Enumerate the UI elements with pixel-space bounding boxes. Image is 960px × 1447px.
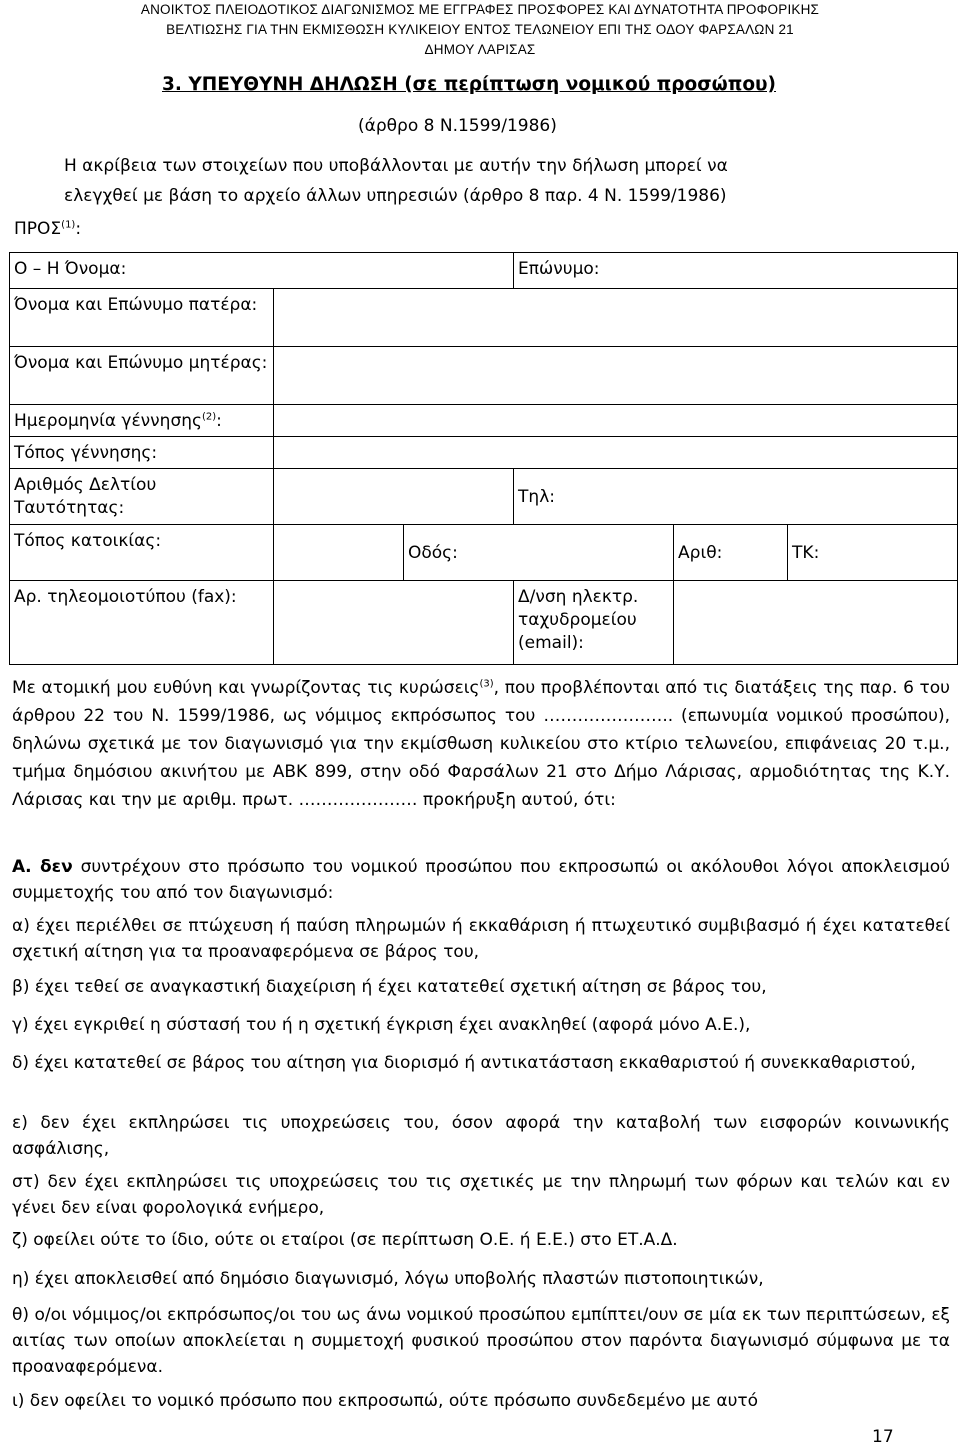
form-zip-cell[interactable] bbox=[788, 525, 958, 581]
item-z: ζ) οφείλει ούτε το ίδιο, ούτε οι εταίροι (σε περίπτωση Ο.Ε. ή Ε.Ε.) στο ΕΤ.Α.Δ. bbox=[12, 1230, 678, 1250]
form-father-label: Όνομα και Επώνυμο πατέρα: bbox=[14, 295, 258, 315]
form-number-label: Αριθ: bbox=[678, 543, 723, 563]
form-email-input[interactable] bbox=[674, 581, 958, 665]
declarant-form bbox=[9, 252, 958, 665]
declaration-text-b: , που προβλέπονται από τις διατάξεις της παρ. 6 του άρθρου 22 του Ν. 1599/1986, ως νόμιμος εκπρόσωπος του ………………….. (επωνυμία νομικού προσώπου), δηλώνω σχετικά με τον διαγωνισμό για την εκμίσθωση κυλικείου στο κτίριο τελωνείου, επιφάνειας 20 τ.μ., τμήμα δημόσιου ακινήτου με ΑΒΚ 899, στην οδό Φαρσάλων 21 στο Δήμο Λάρισας, αρμοδιότητας της Κ.Υ. Λάρισας και την με αριθμ. πρωτ. ………………… προκήρυξη αυτού, ότι: bbox=[12, 678, 951, 810]
form-father-label-cell bbox=[10, 289, 274, 347]
form-email-label-cell bbox=[514, 581, 674, 665]
form-name-cell[interactable] bbox=[10, 253, 514, 289]
declaration-text-a: Με ατομική μου ευθύνη και γνωρίζοντας τις κυρώσεις bbox=[12, 678, 480, 698]
item-e: ε) δεν έχει εκπληρώσει τις υποχρεώσεις του, όσον αφορά την καταβολή των εισφορών κοινωνικής ασφάλισης, bbox=[12, 1113, 950, 1159]
form-fax-label-cell bbox=[10, 581, 274, 665]
form-street-label: Οδός: bbox=[408, 543, 458, 563]
form-mother-label-cell bbox=[10, 347, 274, 405]
item-d: δ) έχει κατατεθεί σε βάρος του αίτηση για διορισμό ή αντικατάσταση εκκαθαριστού ή συνεκκαθαριστού, bbox=[12, 1053, 916, 1073]
form-number-cell[interactable] bbox=[674, 525, 788, 581]
form-fax-input[interactable] bbox=[274, 581, 514, 665]
form-birthdate-footnote: (2) bbox=[201, 411, 217, 423]
section-a-text: συντρέχουν στο πρόσωπο του νομικού προσώπου που εκπροσωπώ οι ακόλουθοι λόγοι αποκλεισμού συμμετοχής του από τον διαγωνισμό: bbox=[12, 857, 950, 903]
intro-line-2: ελεγχθεί με βάση το αρχείο άλλων υπηρεσιών (άρθρο 8 παρ. 4 Ν. 1599/1986) bbox=[64, 186, 727, 206]
form-birthdate-colon: : bbox=[216, 411, 222, 431]
form-residence-input[interactable] bbox=[274, 525, 404, 581]
form-phone-label: Τηλ: bbox=[518, 487, 555, 507]
form-id-label: Αριθμός Δελτίου Ταυτότητας: bbox=[14, 475, 157, 518]
header-line-3: ΔΗΜΟΥ ΛΑΡΙΣΑΣ bbox=[424, 42, 536, 57]
form-birthdate-label-cell bbox=[10, 405, 274, 437]
item-h: η) έχει αποκλεισθεί από δημόσιο διαγωνισμό, λόγω υποβολής πλαστών πιστοποιητικών, bbox=[12, 1269, 764, 1289]
declaration-paragraph bbox=[12, 674, 950, 814]
item-th: θ) ο/οι νόμιμος/οι εκπρόσωπος/οι του ως άνω νομικού προσώπου εμπίπτει/ουν σε μία εκ των περιπτώσεων, εξ αιτίας των οποίων αποκλείεται η συμμετοχή φυσικού προσώπου στον παρόντα διαγωνισμό σύμφωνα με τα προαναφερόμενα. bbox=[12, 1305, 950, 1377]
item-a: α) έχει περιέλθει σε πτώχευση ή παύση πληρωμών ή εκκαθάριση ή πτωχευτικό συμβιβασμό ή έχει κατατεθεί σχετική αίτηση για τα προαναφερόμενα σε βάρος του, bbox=[12, 916, 950, 962]
page-number: 17 bbox=[872, 1427, 894, 1447]
header-line-1: ΑΝΟΙΚΤΟΣ ΠΛΕΙΟΔΟΤΙΚΟΣ ΔΙΑΓΩΝΙΣΜΟΣ ΜΕ ΕΓΓΡΑΦΕΣ ΠΡΟΣΦΟΡΕΣ ΚΑΙ ΔΥΝΑΤΟΤΗΤΑ ΠΡΟΦΟΡΙΚΗΣ bbox=[140, 2, 820, 17]
form-residence-label: Τόπος κατοικίας: bbox=[14, 531, 162, 551]
form-id-label-cell bbox=[10, 469, 274, 525]
recipient-label-text: ΠΡΟΣ bbox=[14, 219, 62, 239]
form-birthplace-label-cell bbox=[10, 437, 274, 469]
form-email-label: Δ/νση ηλεκτρ. ταχυδρομείου (email): bbox=[518, 587, 639, 653]
form-zip-label: ΤΚ: bbox=[792, 543, 820, 563]
form-street-cell[interactable] bbox=[404, 525, 674, 581]
form-birthplace-label: Τόπος γέννησης: bbox=[14, 443, 158, 463]
form-residence-label-cell bbox=[10, 525, 274, 581]
recipient-label bbox=[14, 218, 81, 240]
recipient-colon: : bbox=[75, 219, 82, 239]
form-id-input[interactable] bbox=[274, 469, 514, 525]
form-surname-cell[interactable] bbox=[514, 253, 958, 289]
form-mother-input[interactable] bbox=[274, 347, 958, 405]
item-i: ι) δεν οφείλει το νομικό πρόσωπο που εκπροσωπώ, ούτε πρόσωπο συνδεδεμένο με αυτό bbox=[12, 1391, 759, 1411]
article-reference: (άρθρο 8 Ν.1599/1986) bbox=[358, 116, 557, 136]
item-c: γ) έχει εγκριθεί η σύστασή του ή η σχετική έγκριση έχει ανακληθεί (αφορά μόνο Α.Ε.), bbox=[12, 1015, 751, 1035]
form-fax-label: Αρ. τηλεομοιοτύπου (fax): bbox=[14, 587, 237, 607]
intro-line-1: Η ακρίβεια των στοιχείων που υποβάλλονται με αυτήν την δήλωση μπορεί να bbox=[64, 156, 728, 176]
form-surname-label: Επώνυμο: bbox=[518, 259, 600, 279]
page-title: 3. ΥΠΕΥΘΥΝΗ ΔΗΛΩΣΗ (σε περίπτωση νομικού προσώπου) bbox=[162, 74, 776, 95]
section-a-paragraph bbox=[12, 854, 950, 906]
form-father-input[interactable] bbox=[274, 289, 958, 347]
declaration-footnote: (3) bbox=[479, 678, 494, 690]
section-a-label: Α. δεν bbox=[12, 857, 73, 877]
recipient-footnote: (1) bbox=[61, 219, 76, 231]
item-st: στ) δεν έχει εκπληρώσει τις υποχρεώσεις του τις σχετικές με την πληρωμή των φόρων και τελών και εν γένει δεν είναι φορολογικά ενήμερο, bbox=[12, 1172, 950, 1218]
form-phone-cell[interactable] bbox=[514, 469, 958, 525]
form-birthdate-label: Ημερομηνία γέννησης bbox=[14, 411, 202, 431]
header-line-2: ΒΕΛΤΙΩΣΗΣ ΓΙΑ ΤΗΝ ΕΚΜΙΣΘΩΣΗ ΚΥΛΙΚΕΙΟΥ ΕΝΤΟΣ ΤΕΛΩΝΕΙΟΥ ΕΠΙ ΤΗΣ ΟΔΟΥ ΦΑΡΣΑΛΩΝ 21 bbox=[166, 22, 794, 37]
item-b: β) έχει τεθεί σε αναγκαστική διαχείριση ή έχει κατατεθεί σχετική αίτηση σε βάρος του, bbox=[12, 977, 767, 997]
form-birthdate-input[interactable] bbox=[274, 405, 958, 437]
form-mother-label: Όνομα και Επώνυμο μητέρας: bbox=[14, 353, 268, 373]
form-name-label: Ο – Η Όνομα: bbox=[14, 259, 127, 279]
form-birthplace-input[interactable] bbox=[274, 437, 958, 469]
